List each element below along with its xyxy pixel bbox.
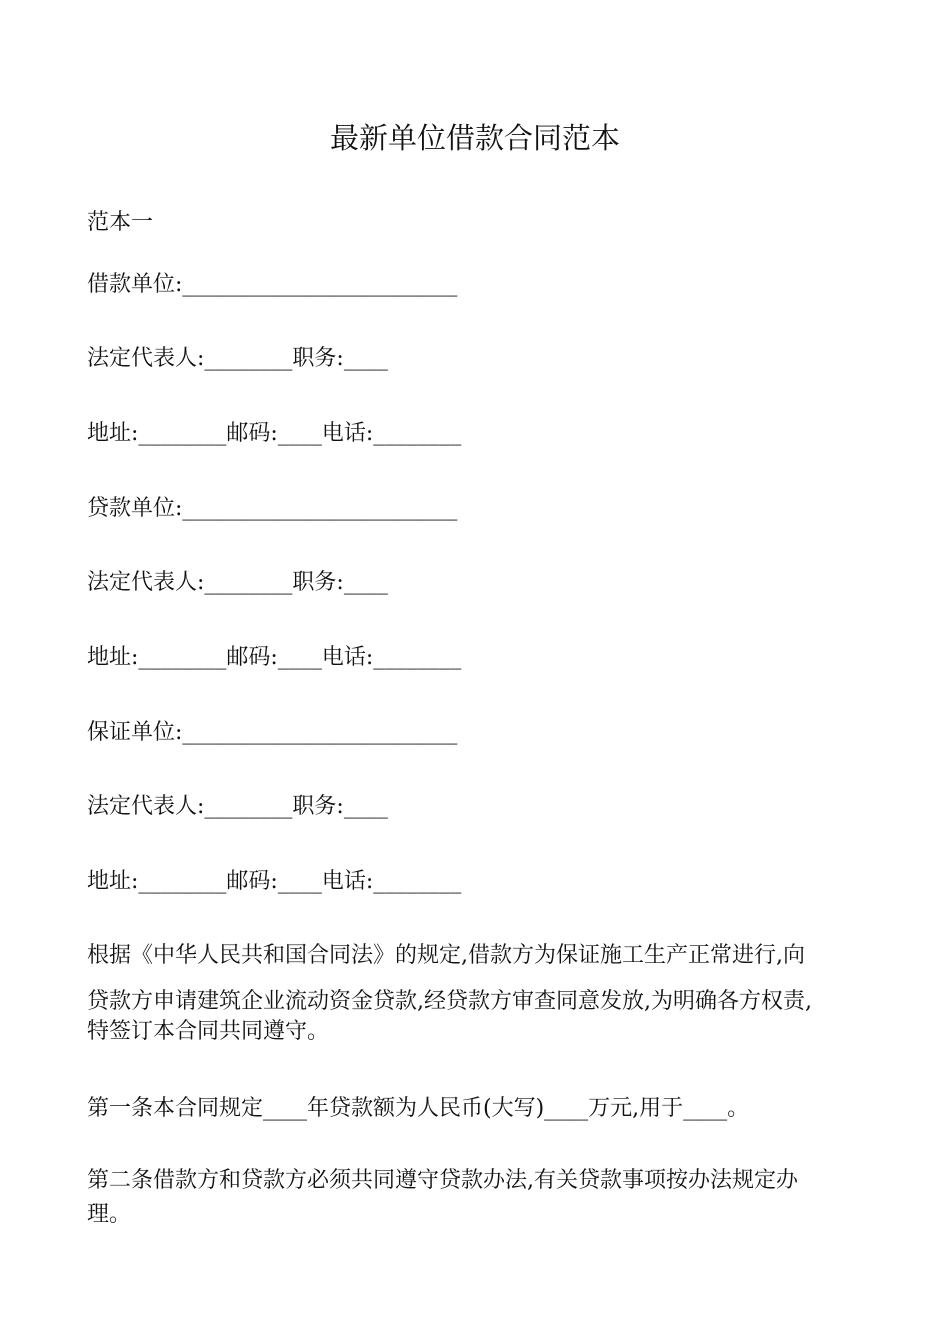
- article-1: 第一条本合同规定____年贷款额为人民币(大写)____万元,用于____。: [87, 1096, 750, 1121]
- guarantor-unit-line: 保证单位:_________________________: [87, 720, 458, 745]
- document-title: 最新单位借款合同范本: [329, 121, 620, 155]
- lender-representative-line: 法定代表人:________职务:____: [87, 570, 388, 595]
- preamble-line-1: 根据《中华人民共和国合同法》的规定,借款方为保证施工生产正常进行,向: [87, 943, 805, 968]
- article-2-line-2: 理。: [87, 1202, 132, 1227]
- preamble-line-3: 特签订本合同共同遵守。: [87, 1019, 330, 1044]
- section-label: 范本一: [87, 210, 154, 235]
- lender-unit-line: 贷款单位:_________________________: [87, 496, 458, 521]
- borrower-unit-line: 借款单位:_________________________: [87, 272, 458, 297]
- preamble-paragraph: [87, 941, 877, 1047]
- lender-address-line: 地址:________邮码:____电话:________: [87, 645, 462, 670]
- article-2-line-1: 第二条借款方和贷款方必须共同遵守贷款办法,有关贷款事项按办法规定办: [87, 1168, 798, 1193]
- guarantor-address-line: 地址:________邮码:____电话:________: [87, 869, 462, 894]
- preamble-line-2: 贷款方申请建筑企业流动资金贷款,经贷款方审查同意发放,为明确各方权责,: [87, 989, 812, 1014]
- article-2: [87, 1166, 877, 1230]
- borrower-address-line: 地址:________邮码:____电话:________: [87, 421, 462, 446]
- guarantor-representative-line: 法定代表人:________职务:____: [87, 794, 388, 819]
- borrower-representative-line: 法定代表人:________职务:____: [87, 346, 388, 371]
